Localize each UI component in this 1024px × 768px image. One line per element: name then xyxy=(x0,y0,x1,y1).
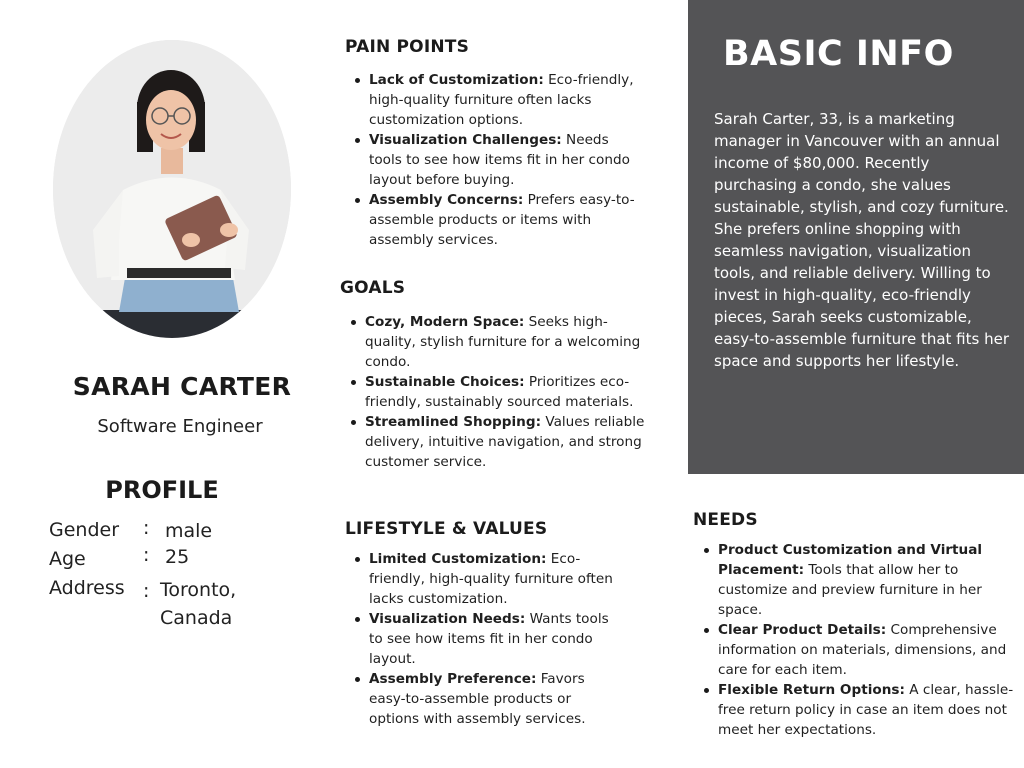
list-item: Sustainable Choices: Prioritizes eco-friendly, sustainably sourced materials. xyxy=(365,372,653,412)
list-item: Assembly Concerns: Prefers easy-to-assemble products or items with assembly services. xyxy=(369,190,645,250)
list-item: Assembly Preference: Favors easy-to-assemble products or options with assembly services. xyxy=(369,669,613,729)
pain-points-heading: PAIN POINTS xyxy=(345,37,470,57)
list-item: Streamlined Shopping: Values reliable delivery, intuitive navigation, and strong customer service. xyxy=(365,412,653,472)
gender-separator: : xyxy=(143,517,150,539)
persona-name: SARAH CARTER xyxy=(72,372,292,401)
age-value: 25 xyxy=(165,546,190,568)
pain-points-list xyxy=(345,70,645,250)
list-item: Limited Customization: Eco-friendly, high-quality furniture often lacks customization. xyxy=(369,551,613,607)
goals-section xyxy=(341,312,653,472)
goals-list xyxy=(341,312,653,472)
list-item: Lack of Customization: Eco-friendly, high-quality furniture often lacks customization options. xyxy=(369,70,645,130)
gender-label: Gender xyxy=(49,519,120,541)
age-label: Age xyxy=(49,548,86,570)
basic-info-heading: BASIC INFO xyxy=(723,34,954,74)
needs-heading: NEEDS xyxy=(693,510,758,530)
lifestyle-section xyxy=(345,549,613,729)
gender-value: male xyxy=(165,520,213,542)
list-item: Cozy, Modern Space: Seeks high-quality, stylish furniture for a welcoming condo. xyxy=(365,312,653,372)
address-separator: : xyxy=(143,580,150,602)
profile-photo xyxy=(53,40,291,338)
list-item: Clear Product Details: Comprehensive information on materials, dimensions, and care for each item. xyxy=(718,620,1016,680)
goals-heading: GOALS xyxy=(340,278,406,298)
address-label: Address xyxy=(49,577,125,599)
list-item: Visualization Challenges: Needs tools to see how items fit in her condo layout before buying. xyxy=(369,130,645,190)
list-item: Visualization Needs: Wants tools to see how items fit in her condo layout. xyxy=(369,609,613,669)
address-value-line2: Canada xyxy=(160,607,233,629)
basic-info-text: Sarah Carter, 33, is a marketing manager in Vancouver with an annual income of $80,000. Recently purchasing a condo, she values sustainable, stylish, and cozy furniture. She prefers online shopping with seamless navigation, visualization tools, and reliable delivery. Willing to invest in high-quality, eco-friendly pieces, Sarah seeks customizable, easy-to-assemble furniture that fits her space and supports her lifestyle. xyxy=(714,110,1009,370)
age-separator: : xyxy=(143,544,150,566)
profile-heading: PROFILE xyxy=(105,476,219,504)
lifestyle-list xyxy=(345,549,613,729)
address-value-line1: Toronto, xyxy=(160,579,237,601)
lifestyle-heading: LIFESTYLE & VALUES xyxy=(345,519,548,539)
list-item: Product Customization and Virtual Placement: Tools that allow her to customize and preview furniture in her space. xyxy=(718,540,1016,620)
pain-points-section xyxy=(345,70,645,250)
list-item: Flexible Return Options: A clear, hassle-free return policy in case an item does not meet her expectations. xyxy=(718,680,1016,740)
needs-list xyxy=(694,540,1016,740)
persona-role: Software Engineer xyxy=(97,416,263,437)
needs-section xyxy=(694,540,1016,740)
person-illustration xyxy=(53,40,291,338)
